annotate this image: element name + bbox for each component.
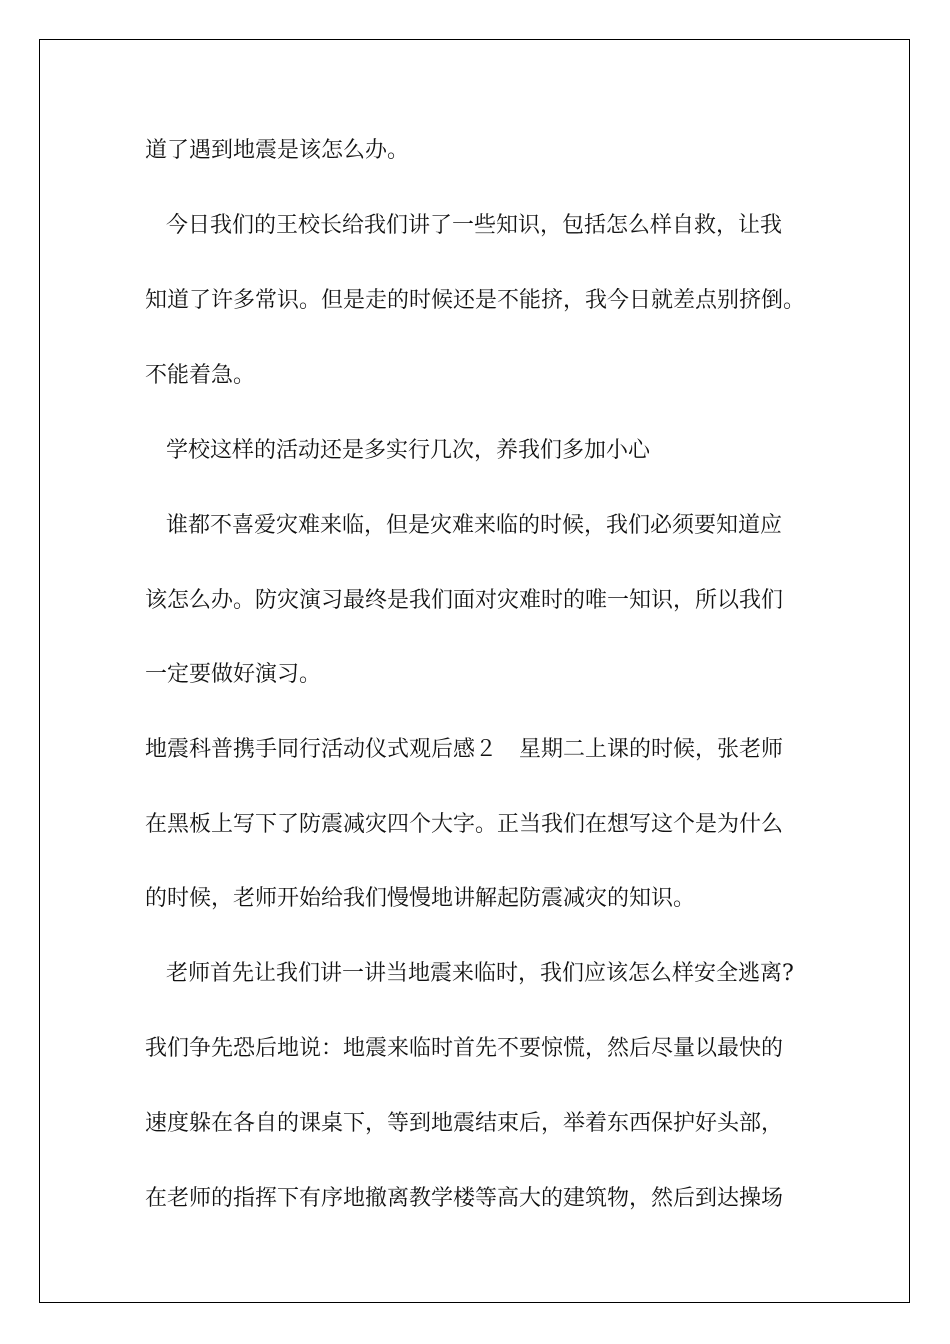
text-line-12: 老师首先让我们讲一讲当地震来临时，我们应该怎么样安全逃离? (166, 961, 794, 986)
text-line-8: 一定要做好演习。 (145, 662, 322, 687)
text-line-5: 学校这样的活动还是多实行几次，养我们多加小心 (166, 438, 651, 463)
text-line-10: 在黑板上写下了防震减灾四个大字。正当我们在想写这个是为什么 (145, 812, 784, 837)
text-line-4: 不能着急。 (145, 363, 256, 388)
text-line-13: 我们争先恐后地说：地震来临时首先不要惊慌，然后尽量以最快的 (145, 1036, 784, 1061)
text-line-3: 知道了许多常识。但是走的时候还是不能挤，我今日就差点别挤倒。 (145, 288, 806, 313)
text-line-1: 道了遇到地震是该怎么办。 (145, 138, 410, 163)
text-line-14: 速度躲在各自的课桌下，等到地震结束后，举着东西保护好头部， (145, 1111, 784, 1136)
text-line-11: 的时候，老师开始给我们慢慢地讲解起防震减灾的知识。 (145, 886, 696, 911)
text-line-9: 地震科普携手同行活动仪式观后感２ 星期二上课的时候，张老师 (145, 737, 784, 762)
text-line-7: 该怎么办。防灾演习最终是我们面对灾难时的唯一知识，所以我们 (145, 588, 784, 613)
text-line-15: 在老师的指挥下有序地撤离教学楼等高大的建筑物，然后到达操场 (145, 1186, 784, 1211)
text-line-2: 今日我们的王校长给我们讲了一些知识，包括怎么样自救，让我 (166, 213, 783, 238)
text-line-6: 谁都不喜爱灾难来临，但是灾难来临的时候，我们必须要知道应 (166, 513, 783, 538)
